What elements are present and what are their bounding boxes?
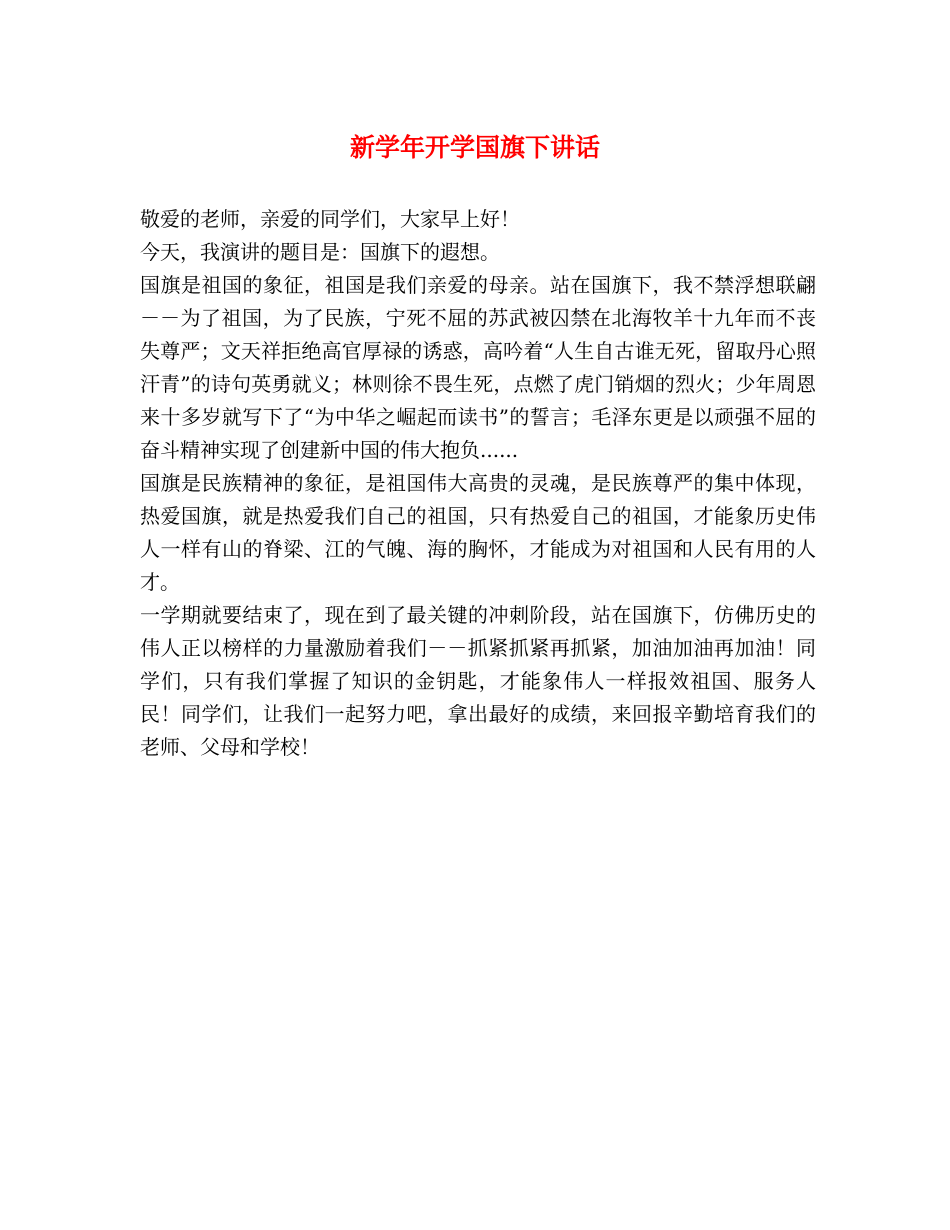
paragraph-national-spirit: 国旗是民族精神的象征，是祖国伟大高贵的灵魂，是民族尊严的集中体现，热爱国旗，就是热爱我们自己的祖国，只有热爱自己的祖国，才能象历史伟人一样有山的脊梁、江的气魄、海的胸怀，才能成为对祖国和人民有用的人才。 — [140, 471, 816, 594]
document-title: 新学年开学国旗下讲话 — [349, 133, 600, 162]
document-body — [140, 203, 816, 764]
paragraph-flag-symbol: 国旗是祖国的象征，祖国是我们亲爱的母亲。站在国旗下，我不禁浮想联翩－－为了祖国，为了民族，宁死不屈的苏武被囚禁在北海牧羊十九年而不丧失尊严；文天祥拒绝高官厚禄的诱惑，高吟着“人生自古谁无死，留取丹心照汗青”的诗句英勇就义；林则徐不畏生死，点燃了虎门销烟的烈火；少年周恩来十多岁就写下了“为中华之崛起而读书”的誓言；毛泽东更是以顽强不屈的奋斗精神实现了创建新中国的伟大抱负...... — [140, 273, 816, 462]
paragraph-greeting: 敬爱的老师，亲爱的同学们，大家早上好！ — [140, 207, 520, 231]
paragraph-closing: 一学期就要结束了，现在到了最关键的冲刺阶段，站在国旗下，仿佛历史的伟人正以榜样的力量激励着我们－－抓紧抓紧再抓紧，加油加油再加油！同学们，只有我们掌握了知识的金钥匙，才能象伟人一样报效祖国、服务人民！同学们，让我们一起努力吧，拿出最好的成绩，来回报辛勤培育我们的老师、父母和学校！ — [140, 603, 816, 759]
paragraph-topic: 今天，我演讲的题目是：国旗下的遐想。 — [140, 240, 500, 264]
